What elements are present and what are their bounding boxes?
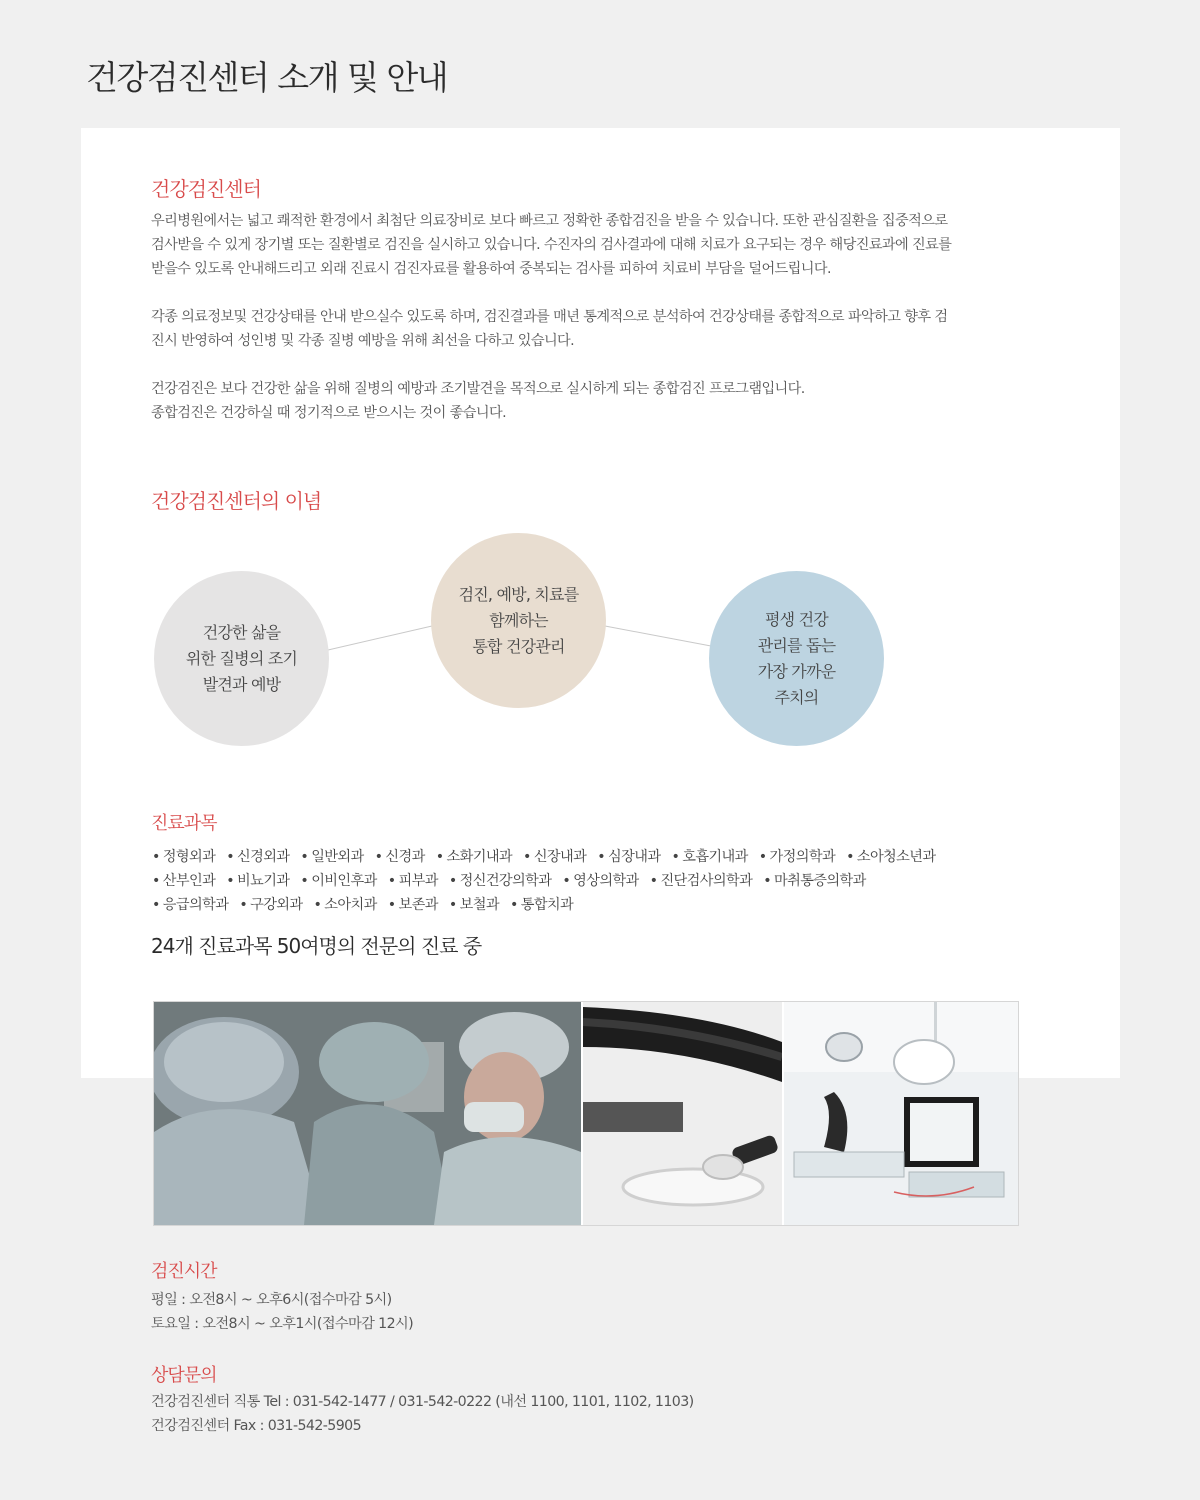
departments-title: 진료과목 — [151, 813, 217, 834]
department-item: • 신장내과 — [523, 846, 586, 866]
intro-line: 건강검진은 보다 건강한 삶을 위해 질병의 예방과 조기발견을 목적으로 실시하게 되는 종합검진 프로그램입니다. — [151, 381, 805, 397]
intro-line: 종합검진은 건강하실 때 정기적으로 받으시는 것이 좋습니다. — [151, 405, 506, 421]
department-item: • 심장내과 — [597, 846, 660, 866]
intro-line: 검사받을 수 있게 장기별 또는 질환별로 검진을 실시하고 있습니다. 수진자의 검사결과에 대해 치료가 요구되는 경우 해당진료과에 진료를 — [151, 237, 952, 253]
page-title: 건강검진센터 소개 및 안내 — [86, 58, 448, 97]
department-item: • 진단검사의학과 — [650, 870, 753, 890]
department-item: • 통합치과 — [510, 894, 573, 914]
department-item: • 신경과 — [375, 846, 425, 866]
philosophy-circle-prevention — [154, 571, 329, 746]
department-item: • 일반외과 — [300, 846, 363, 866]
contact-info — [151, 1390, 694, 1438]
department-item: • 신경외과 — [226, 846, 289, 866]
philosophy-circle-integrated-care — [431, 533, 606, 708]
department-item: • 정신건강의학과 — [449, 870, 552, 890]
intro-title: 건강검진센터 — [151, 177, 261, 201]
department-item: • 비뇨기과 — [226, 870, 289, 890]
department-item: • 이비인후과 — [300, 870, 376, 890]
intro-paragraph-1 — [151, 209, 1051, 281]
contact-title: 상담문의 — [151, 1365, 217, 1386]
circle-text: 검진, 예방, 치료를 함께하는 통합 건강관리 — [458, 584, 579, 656]
department-list-row — [152, 846, 946, 870]
department-item: • 소아치과 — [314, 894, 377, 914]
philosophy-circle-family-doctor — [709, 571, 884, 746]
hours-title: 검진시간 — [151, 1261, 217, 1282]
intro-line: 받을수 있도록 안내해드리고 외래 진료시 검진자료를 활용하여 중복되는 검사를 피하여 치료비 부담을 덜어드립니다. — [151, 261, 831, 277]
department-item: • 보존과 — [388, 894, 438, 914]
department-item: • 정형외과 — [152, 846, 215, 866]
department-item: • 마취통증의학과 — [763, 870, 866, 890]
departments-summary: 24개 진료과목 50여명의 전문의 진료 중 — [151, 934, 482, 958]
stethoscope-photo — [583, 1002, 782, 1225]
intro-paragraph-2 — [151, 305, 1051, 353]
circle-text: 건강한 삶을 위한 질병의 조기 발견과 예방 — [185, 622, 298, 694]
department-item: • 소화기내과 — [436, 846, 512, 866]
medical-equipment-photo — [784, 1002, 1018, 1225]
contact-tel: 건강검진센터 직통 Tel : 031-542-1477 / 031-542-0222 (내선 1100, 1101, 1102, 1103) — [151, 1394, 694, 1410]
department-item: • 피부과 — [388, 870, 438, 890]
department-item: • 응급의학과 — [152, 894, 228, 914]
department-item: • 영상의학과 — [562, 870, 638, 890]
department-item: • 보철과 — [449, 894, 499, 914]
surgeons-photo — [154, 1002, 581, 1225]
circle-text: 평생 건강 관리를 돕는 가장 가까운 주치의 — [757, 609, 836, 707]
intro-line: 각종 의료정보및 건강상태를 안내 받으실수 있도록 하며, 검진결과를 매년 통계적으로 분석하여 건강상태를 종합적으로 파악하고 향후 검 — [151, 309, 948, 325]
hours-info — [151, 1288, 413, 1336]
department-item: • 호흡기내과 — [671, 846, 747, 866]
hours-saturday: 토요일 : 오전8시 ~ 오후1시(접수마감 12시) — [151, 1316, 414, 1332]
department-item: • 산부인과 — [152, 870, 215, 890]
intro-paragraph-3 — [151, 377, 1051, 425]
department-list-row — [152, 894, 584, 918]
intro-line: 진시 반영하여 성인병 및 각종 질병 예방을 위해 최선을 다하고 있습니다. — [151, 333, 575, 349]
department-item: • 가정의학과 — [759, 846, 835, 866]
philosophy-title: 건강검진센터의 이념 — [151, 489, 322, 513]
intro-line: 우리병원에서는 넓고 쾌적한 환경에서 최첨단 의료장비로 보다 빠르고 정확한 종합검진을 받을 수 있습니다. 또한 관심질환을 집중적으로 — [151, 213, 948, 229]
hours-weekday: 평일 : 오전8시 ~ 오후6시(접수마감 5시) — [151, 1292, 392, 1308]
department-list-row — [152, 870, 877, 894]
department-item: • 구강외과 — [239, 894, 302, 914]
contact-fax: 건강검진센터 Fax : 031-542-5905 — [151, 1418, 361, 1434]
photo-strip — [153, 1001, 1019, 1226]
department-item: • 소아청소년과 — [846, 846, 935, 866]
